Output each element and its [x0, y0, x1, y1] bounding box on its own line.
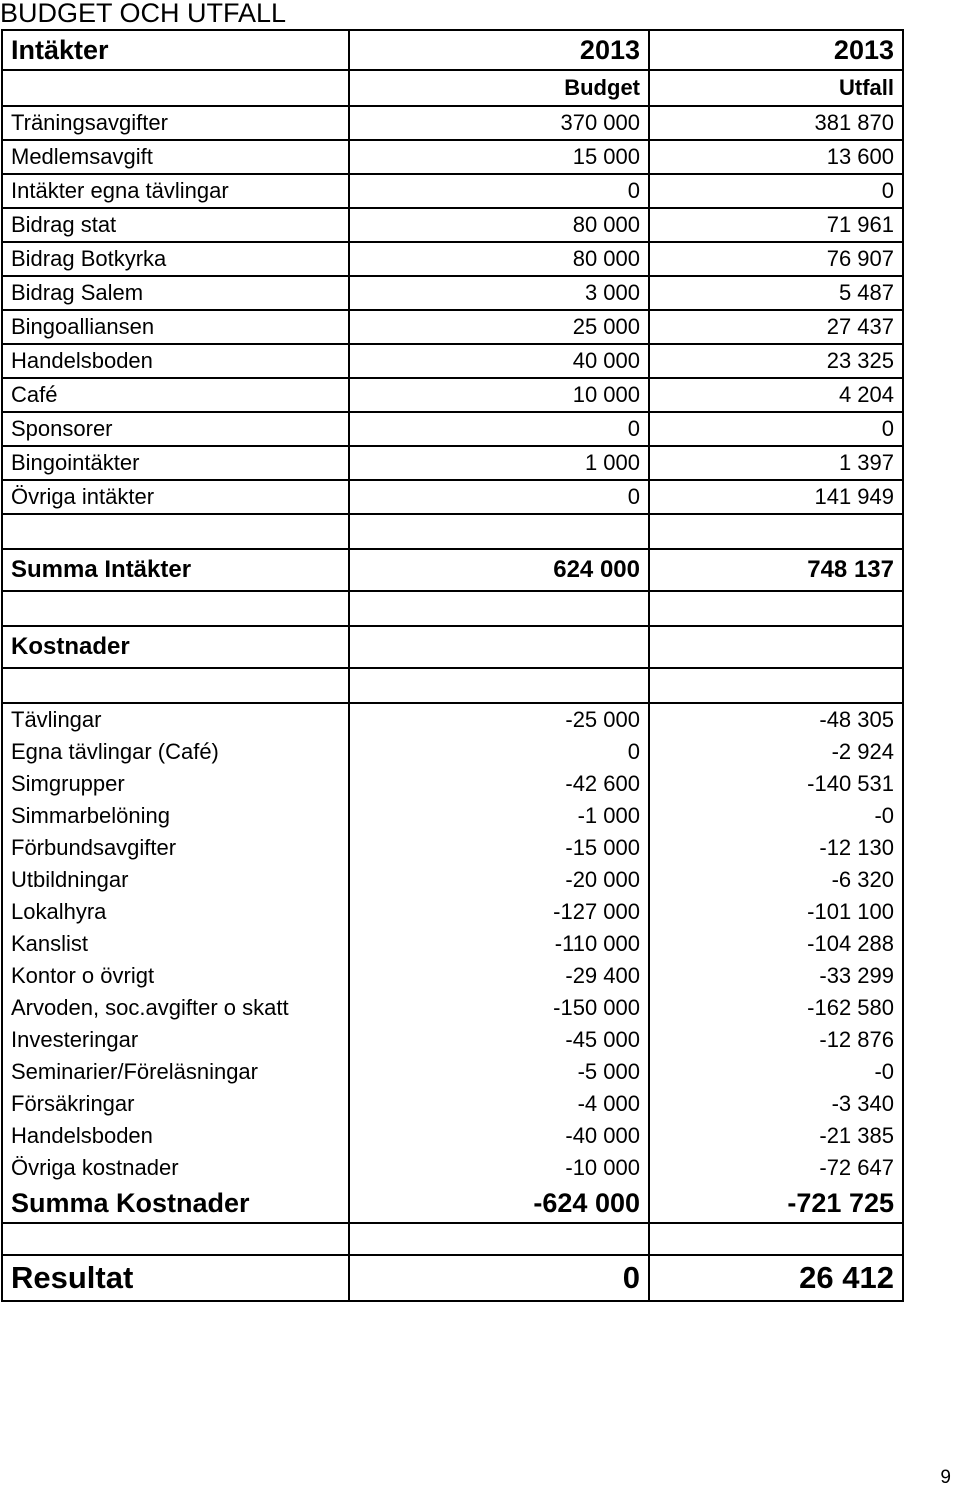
row-outcome: 0: [649, 174, 903, 208]
cost-header-row: [2, 626, 903, 668]
income-row: [2, 412, 903, 446]
row-label: Kanslist: [2, 928, 349, 960]
spacer-row: [2, 1223, 903, 1255]
row-outcome: -721 725: [649, 1184, 903, 1223]
cost-row: [2, 960, 903, 992]
spacer-cell: [649, 668, 903, 703]
row-label: Intäkter egna tävlingar: [2, 174, 349, 208]
cost-row: [2, 832, 903, 864]
row-label: Övriga kostnader: [2, 1152, 349, 1184]
cost-row: [2, 1088, 903, 1120]
page-number: 9: [940, 1467, 951, 1488]
income-row: [2, 140, 903, 174]
row-label: Investeringar: [2, 1024, 349, 1056]
row-budget: -624 000: [349, 1184, 649, 1223]
header-year-outcome: 2013: [649, 30, 903, 70]
spacer-row: [2, 591, 903, 626]
cost-row: [2, 896, 903, 928]
row-outcome: 4 204: [649, 378, 903, 412]
income-row: [2, 242, 903, 276]
row-label: Bidrag stat: [2, 208, 349, 242]
row-outcome: -104 288: [649, 928, 903, 960]
row-label: Medlemsavgift: [2, 140, 349, 174]
cost-row: [2, 928, 903, 960]
row-budget: 10 000: [349, 378, 649, 412]
row-label: Arvoden, soc.avgifter o skatt: [2, 992, 349, 1024]
row-budget: -15 000: [349, 832, 649, 864]
budget-table-body: [2, 30, 903, 1301]
row-outcome: -12 876: [649, 1024, 903, 1056]
row-budget: -29 400: [349, 960, 649, 992]
row-budget: -42 600: [349, 768, 649, 800]
row-budget: -20 000: [349, 864, 649, 896]
income-row: [2, 106, 903, 140]
row-label: Handelsboden: [2, 1120, 349, 1152]
subheader-row: [2, 70, 903, 106]
row-label: Utbildningar: [2, 864, 349, 896]
row-label: Sponsorer: [2, 412, 349, 446]
row-outcome: -101 100: [649, 896, 903, 928]
row-outcome: -48 305: [649, 703, 903, 736]
cost-row: [2, 703, 903, 736]
row-label: Bidrag Salem: [2, 276, 349, 310]
row-outcome: -162 580: [649, 992, 903, 1024]
row-label: Simmarbelöning: [2, 800, 349, 832]
row-label: Resultat: [2, 1255, 349, 1301]
row-outcome: -21 385: [649, 1120, 903, 1152]
row-outcome: -3 340: [649, 1088, 903, 1120]
row-label: Bingoalliansen: [2, 310, 349, 344]
row-label: Summa Kostnader: [2, 1184, 349, 1223]
row-label: Handelsboden: [2, 344, 349, 378]
row-label: Lokalhyra: [2, 896, 349, 928]
spacer-cell: [2, 591, 349, 626]
row-budget: 1 000: [349, 446, 649, 480]
spacer-row: [2, 668, 903, 703]
cost-row: [2, 992, 903, 1024]
row-outcome: 748 137: [649, 549, 903, 591]
income-row: [2, 276, 903, 310]
row-outcome: 26 412: [649, 1255, 903, 1301]
spacer-row: [2, 514, 903, 549]
income-row: [2, 174, 903, 208]
income-row: [2, 446, 903, 480]
spacer-cell: [649, 591, 903, 626]
row-budget: 80 000: [349, 242, 649, 276]
header-outcome-label: Utfall: [649, 70, 903, 106]
row-budget: -127 000: [349, 896, 649, 928]
cost-row: [2, 864, 903, 896]
row-outcome: 27 437: [649, 310, 903, 344]
spacer-cell: [2, 1223, 349, 1255]
row-budget: -150 000: [349, 992, 649, 1024]
row-budget: 25 000: [349, 310, 649, 344]
spacer-cell: [349, 626, 649, 668]
row-outcome: 76 907: [649, 242, 903, 276]
row-budget: 40 000: [349, 344, 649, 378]
header-label: Intäkter: [2, 30, 349, 70]
row-outcome: -6 320: [649, 864, 903, 896]
row-label: Kontor o övrigt: [2, 960, 349, 992]
spacer-cell: [2, 514, 349, 549]
cost-row: [2, 1056, 903, 1088]
row-label: Summa Intäkter: [2, 549, 349, 591]
row-budget: -45 000: [349, 1024, 649, 1056]
cost-total-row: [2, 1184, 903, 1223]
row-label: Bingointäkter: [2, 446, 349, 480]
row-budget: 0: [349, 1255, 649, 1301]
row-outcome: 1 397: [649, 446, 903, 480]
cost-row: [2, 1120, 903, 1152]
header-row: [2, 30, 903, 70]
row-label: Förbundsavgifter: [2, 832, 349, 864]
cost-header-label: Kostnader: [2, 626, 349, 668]
row-outcome: -2 924: [649, 736, 903, 768]
spacer-cell: [349, 668, 649, 703]
row-budget: 15 000: [349, 140, 649, 174]
row-outcome: -0: [649, 1056, 903, 1088]
cost-row: [2, 1024, 903, 1056]
row-budget: 0: [349, 174, 649, 208]
row-budget: 3 000: [349, 276, 649, 310]
cost-row: [2, 1152, 903, 1184]
income-row: [2, 310, 903, 344]
document-title: BUDGET OCH UTFALL: [0, 0, 287, 28]
spacer-cell: [2, 668, 349, 703]
row-budget: 0: [349, 736, 649, 768]
row-label: Seminarier/Föreläsningar: [2, 1056, 349, 1088]
row-outcome: -12 130: [649, 832, 903, 864]
row-outcome: 23 325: [649, 344, 903, 378]
income-total-row: [2, 549, 903, 591]
subheader-empty: [2, 70, 349, 106]
budget-table: [1, 29, 904, 1302]
result-row: [2, 1255, 903, 1301]
row-budget: -5 000: [349, 1056, 649, 1088]
header-budget-label: Budget: [349, 70, 649, 106]
income-row: [2, 378, 903, 412]
row-budget: 0: [349, 412, 649, 446]
row-budget: 370 000: [349, 106, 649, 140]
row-budget: 80 000: [349, 208, 649, 242]
row-budget: -4 000: [349, 1088, 649, 1120]
row-outcome: 5 487: [649, 276, 903, 310]
row-budget: -1 000: [349, 800, 649, 832]
spacer-cell: [649, 514, 903, 549]
row-budget: -10 000: [349, 1152, 649, 1184]
row-label: Egna tävlingar (Café): [2, 736, 349, 768]
row-outcome: 381 870: [649, 106, 903, 140]
income-row: [2, 480, 903, 514]
income-row: [2, 344, 903, 378]
row-outcome: -0: [649, 800, 903, 832]
row-budget: 624 000: [349, 549, 649, 591]
row-budget: -40 000: [349, 1120, 649, 1152]
row-outcome: 141 949: [649, 480, 903, 514]
row-outcome: 0: [649, 412, 903, 446]
cost-row: [2, 800, 903, 832]
header-year-budget: 2013: [349, 30, 649, 70]
cost-row: [2, 736, 903, 768]
spacer-cell: [649, 626, 903, 668]
row-label: Simgrupper: [2, 768, 349, 800]
row-label: Tävlingar: [2, 703, 349, 736]
row-label: Övriga intäkter: [2, 480, 349, 514]
row-budget: -25 000: [349, 703, 649, 736]
row-outcome: -140 531: [649, 768, 903, 800]
row-label: Bidrag Botkyrka: [2, 242, 349, 276]
row-budget: 0: [349, 480, 649, 514]
row-label: Café: [2, 378, 349, 412]
income-row: [2, 208, 903, 242]
spacer-cell: [349, 591, 649, 626]
spacer-cell: [649, 1223, 903, 1255]
row-label: Försäkringar: [2, 1088, 349, 1120]
spacer-cell: [349, 1223, 649, 1255]
row-outcome: -33 299: [649, 960, 903, 992]
row-budget: -110 000: [349, 928, 649, 960]
row-label: Träningsavgifter: [2, 106, 349, 140]
row-outcome: 13 600: [649, 140, 903, 174]
spacer-cell: [349, 514, 649, 549]
row-outcome: 71 961: [649, 208, 903, 242]
row-outcome: -72 647: [649, 1152, 903, 1184]
cost-row: [2, 768, 903, 800]
